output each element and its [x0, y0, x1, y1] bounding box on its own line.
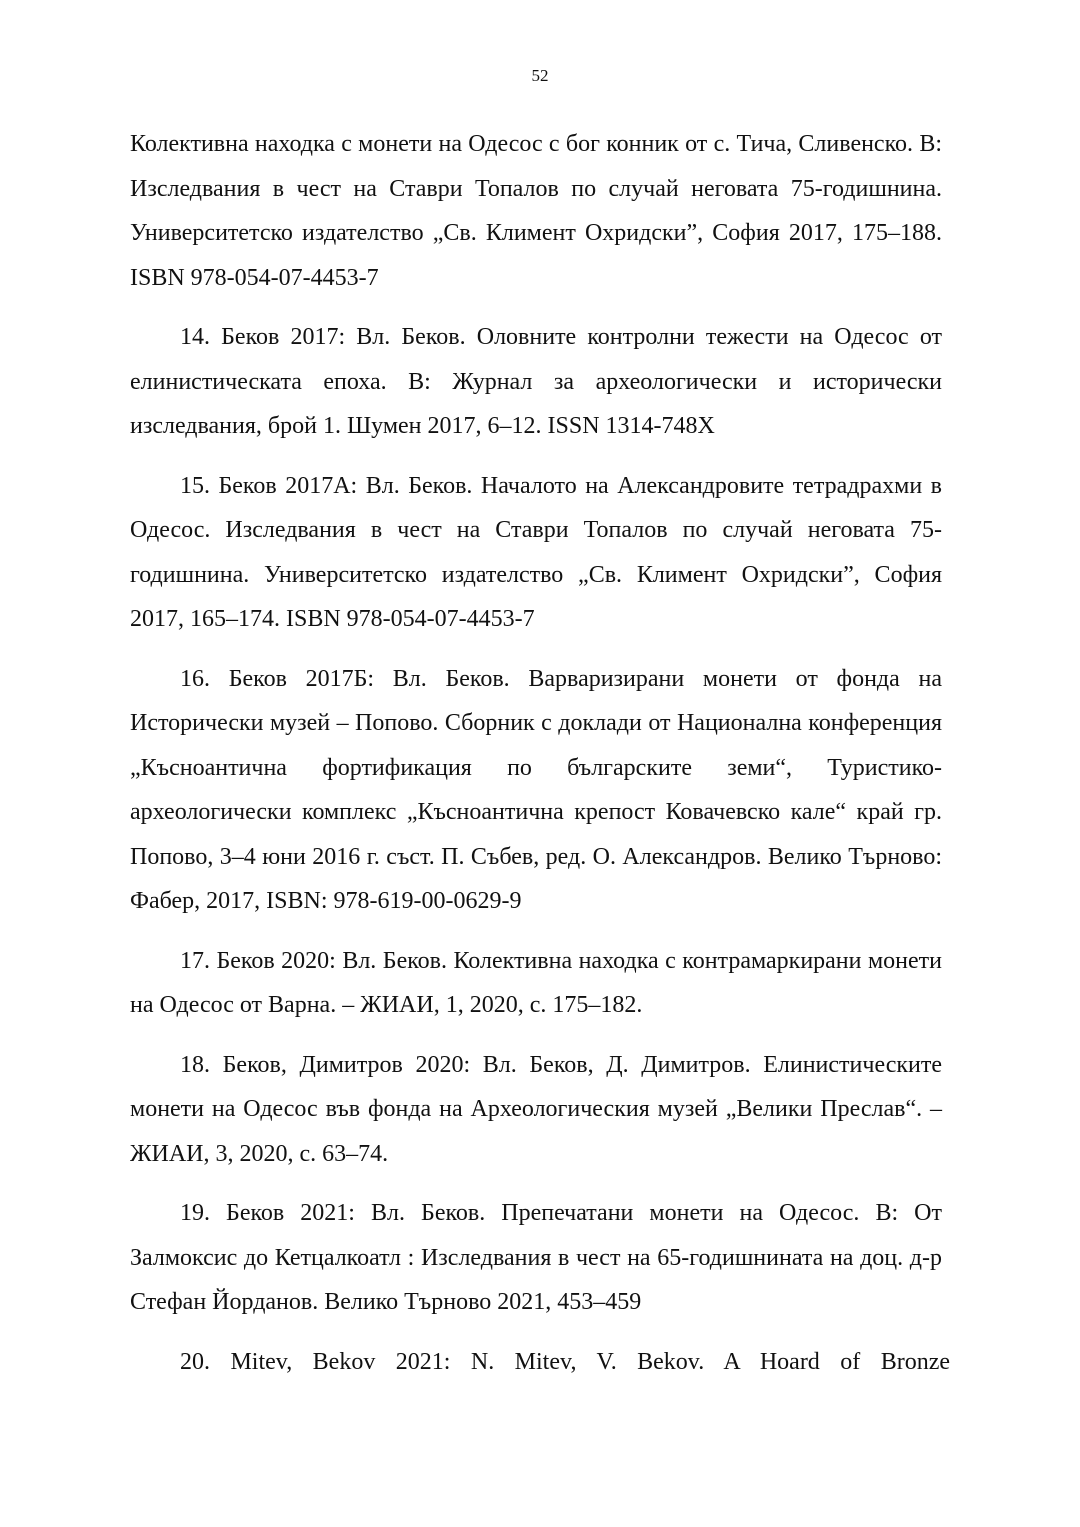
bibliography-list — [130, 122, 950, 1399]
reference-17: 17. Беков 2020: Вл. Беков. Колективна находка с контрамаркирани монети на Одесос от Варна. – ЖИАИ, 1, 2020, с. 175–182. — [130, 947, 942, 1018]
reference-continuation: Колективна находка с монети на Одесос с бог конник от с. Тича, Сливенско. В: Изследвания в чест на Ставри Топалов по случай неговата 75-годишнина. Университетско издателство „Св. Климент Охридски”, София 2017, 175–188. ISBN 978-054-07-4453-7 — [130, 131, 942, 291]
page-number: 52 — [531, 66, 549, 85]
reference-14: 14. Беков 2017: Вл. Беков. Оловните контролни тежести на Одесос от елинистическата епоха. В: Журнал за археологически и исторически изследвания, брой 1. Шумен 2017, 6–12. ISSN 1314-748X — [130, 324, 942, 439]
reference-19: 19. Беков 2021: Вл. Беков. Препечатани монети на Одесос. В: От Залмоксис до Кетцалкоатл : Изследвания в чест на 65-годишнината на доц. д-р Стефан Йорданов. Велико Търново 2021, 453–459 — [130, 1200, 942, 1315]
reference-18: 18. Беков, Димитров 2020: Вл. Беков, Д. Димитров. Елинистическите монети на Одесос във фонда на Археологическия музей „Велики Преслав“. – ЖИАИ, 3, 2020, с. 63–74. — [130, 1051, 942, 1167]
reference-20: 20. Mitev, Bekov 2021: N. Mitev, V. Bekov. A Hoard of Bronze — [180, 1348, 950, 1375]
reference-16: 16. Беков 2017Б: Вл. Беков. Варваризирани монети от фонда на Исторически музей – Попово. Сборник с доклади от Национална конференция „Късноантична фортификация по българските земи“, Туристико-археологически комплекс „Късноантична крепост Ковачевско кале“ край гр. Попово, 3–4 юни 2016 г. съст. П. Събев, ред. О. Александров. Велико Търново: Фабер, 2017, ISBN: 978-619-00-0629-9 — [130, 665, 942, 914]
reference-15: 15. Беков 2017А: Вл. Беков. Началото на Александровите тетрадрахми в Одесос. Изследвания в чест на Ставри Топалов по случай неговата 75-годишнина. Университетско издателство „Св. Климент Охридски”, София 2017, 165–174. ISBN 978-054-07-4453-7 — [130, 472, 942, 632]
